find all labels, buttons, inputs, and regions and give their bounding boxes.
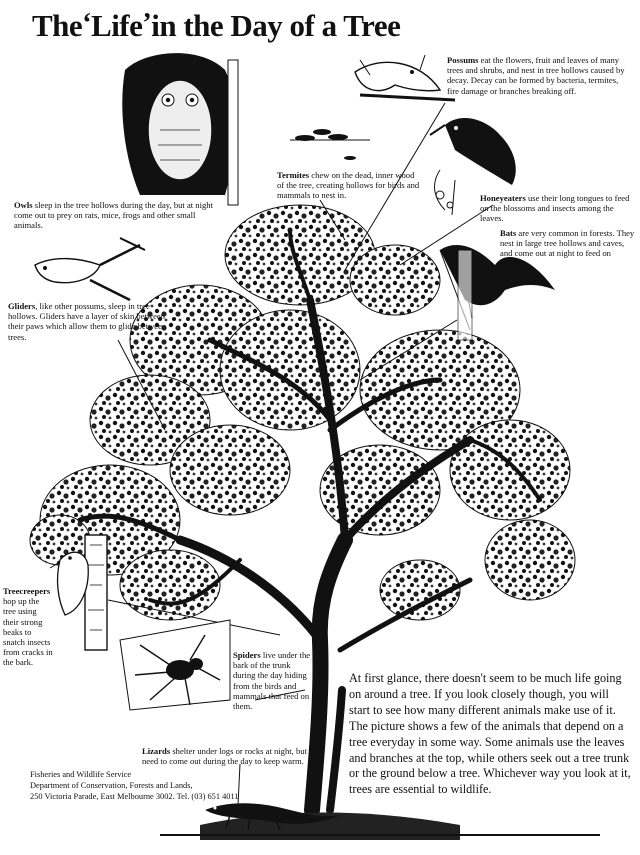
caption-termites <box>277 170 422 201</box>
caption-lizards <box>142 746 307 766</box>
caption-possums-name: Possums <box>447 55 479 65</box>
caption-honeyeaters-text: use their long tongues to feed on the blossoms and insects among the leaves. <box>480 193 630 224</box>
caption-lizards-text: shelter under logs or rocks at night, but need to come out during the day to keep warm. <box>142 746 307 767</box>
caption-honeyeaters-name: Honeyeaters <box>480 193 526 203</box>
credit-line-3: 250 Victoria Parade, East Melbourne 3002. Tel. (03) 651 4011 <box>30 792 239 801</box>
credit-line-2: Department of Conservation, Forests and Lands, <box>30 781 193 790</box>
caption-bats-text: are very common in forests. They nest in large tree hollows and caves, and come out at night to feed on insects. <box>500 228 635 269</box>
caption-termites-name: Termites <box>277 170 310 180</box>
title-life: Life <box>91 8 143 43</box>
caption-treecreepers-text: hop up the tree using their strong beaks to snatch insects from cracks in the bark. <box>3 596 53 668</box>
caption-honeyeaters <box>480 193 635 224</box>
caption-gliders <box>8 301 168 342</box>
glider-icon <box>35 238 145 300</box>
caption-termites-text: chew on the dead, inner wood of the tree, creating hollows for birds and mammals to nest in. <box>277 170 420 201</box>
title-open-quote: ‘ <box>82 8 92 39</box>
intro-paragraph: At first glance, there doesn't seem to be much life going on around a tree. If you look closely though, you will start to see how many different animals make use of it. The picture shows a few of the animals that depend on a tree everyday in some way. Some animals use the leaves and branches at the top, while others seek out a tree trunk or the ground below a tree. Whichever way you look at it, trees are essential to wildlife. <box>349 671 631 797</box>
caption-owls <box>14 200 219 231</box>
caption-treecreepers-name: Treecreepers <box>3 586 51 596</box>
owl-icon <box>122 53 238 205</box>
possum-icon <box>355 55 455 100</box>
termites-icon <box>290 129 370 160</box>
title-rest: in the Day of a Tree <box>151 8 401 43</box>
caption-gliders-text: , like other possums, sleep in tree hollows. Gliders have a layer of skin between their paws which allow them to glide between trees. <box>8 301 167 342</box>
caption-gliders-name: Gliders <box>8 301 36 311</box>
spider-icon <box>120 620 230 710</box>
caption-owls-text: sleep in the tree hollows during the day, but at night come out to prey on rats, mice, frogs and other small animals. <box>14 200 213 231</box>
caption-treecreepers <box>3 586 53 668</box>
credit-line-1: Fisheries and Wildlife Service <box>30 770 132 779</box>
page-title <box>32 8 400 44</box>
caption-possums-text: eat the flowers, fruit and leaves of many trees and shrubs, and nest in tree hollows caused by decay. Decay can be formed by bacteria, termites, fire damage or branches breaking off. <box>447 55 625 96</box>
caption-bats-name: Bats <box>500 228 517 238</box>
caption-spiders-text: live under the bark of the trunk during the day hiding from the birds and mammals that feed on them. <box>233 650 311 712</box>
caption-possums <box>447 55 629 96</box>
title-the: The <box>32 8 83 43</box>
caption-bats <box>500 228 635 269</box>
caption-spiders <box>233 650 311 711</box>
caption-lizards-name: Lizards <box>142 746 171 756</box>
title-close-quote: ’ <box>142 8 152 39</box>
publisher-credit <box>30 769 239 802</box>
caption-owls-name: Owls <box>14 200 33 210</box>
caption-spiders-name: Spiders <box>233 650 261 660</box>
